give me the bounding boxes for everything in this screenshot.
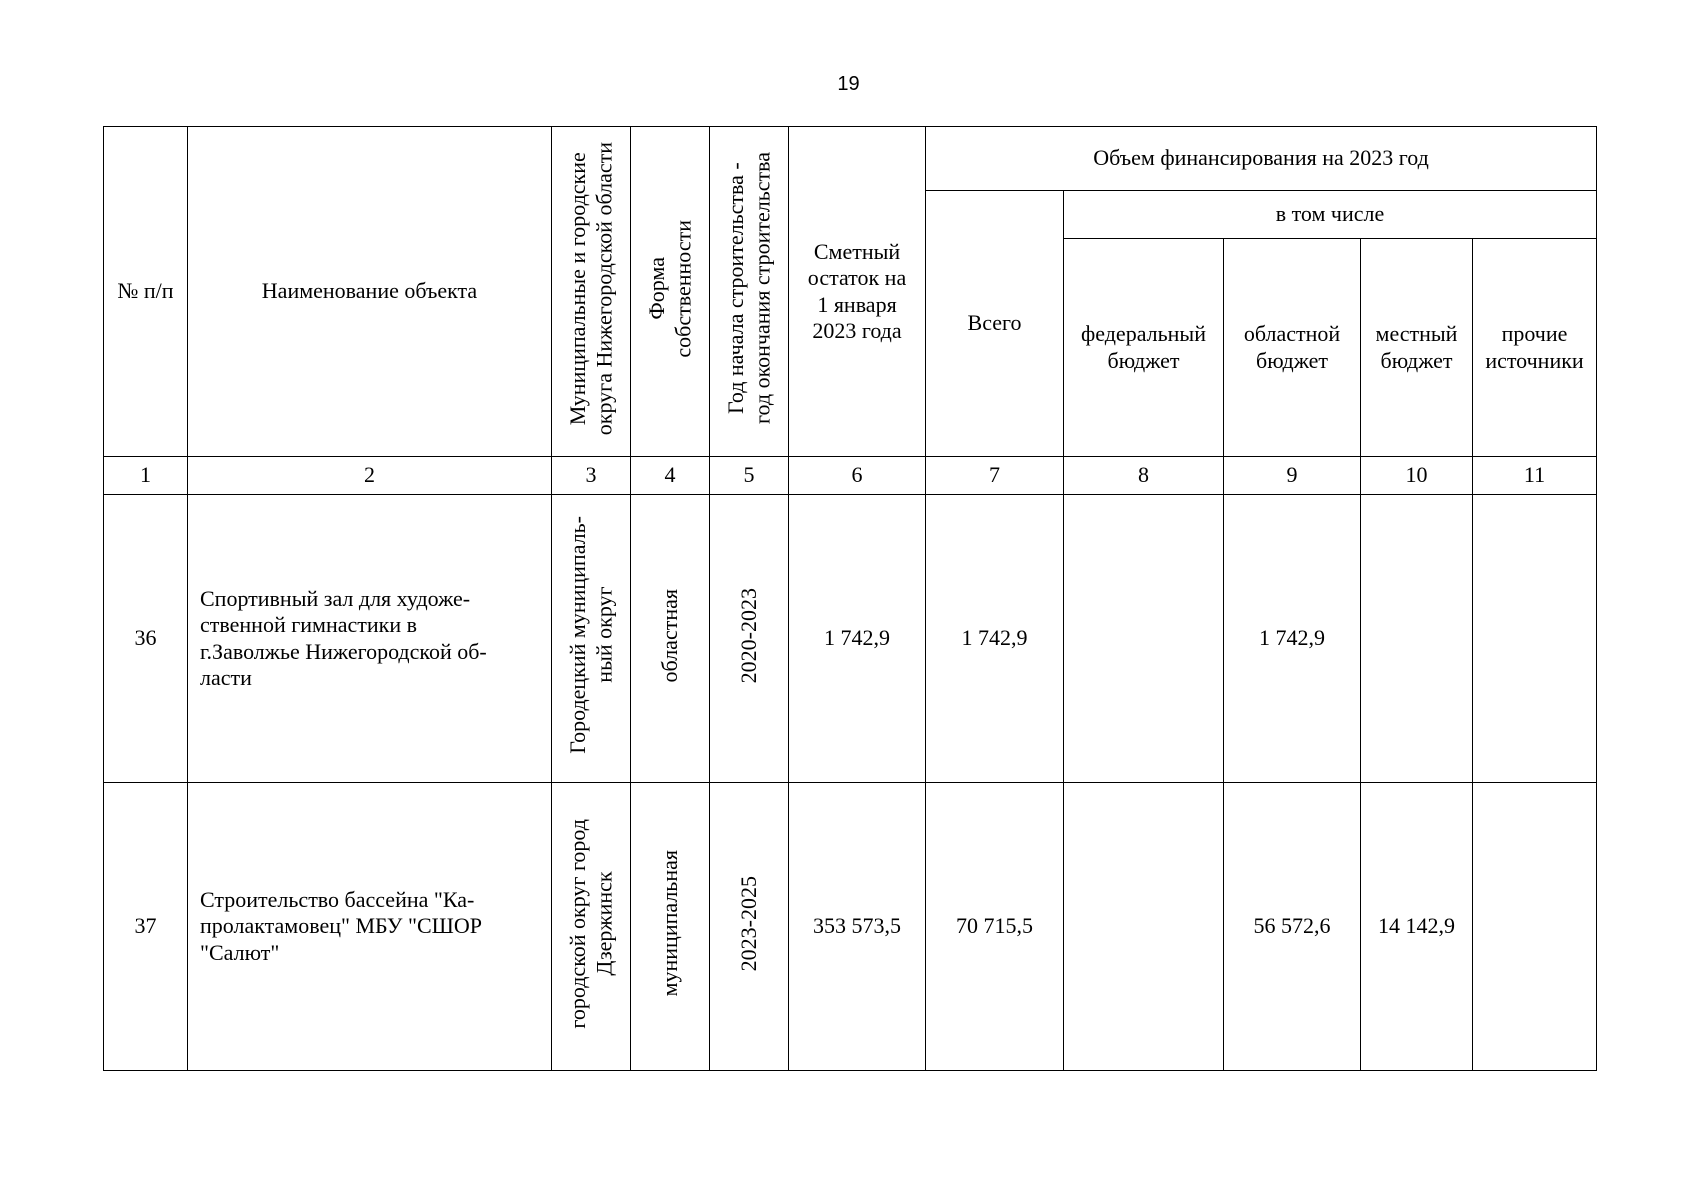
row-remainder: 353 573,5 bbox=[789, 783, 926, 1071]
header-name: Наименование объекта bbox=[188, 127, 552, 457]
column-number: 2 bbox=[188, 457, 552, 495]
row-ownership-text: муниципальная bbox=[656, 850, 682, 997]
header-ownership bbox=[631, 127, 710, 457]
header-federal: федеральный бюджет bbox=[1064, 239, 1224, 457]
row-name: Спортивный зал для художе- ственной гимнастики в г.Заволжье Нижегородской об- ласти bbox=[188, 495, 552, 783]
row-years bbox=[710, 783, 789, 1071]
column-number: 8 bbox=[1064, 457, 1224, 495]
column-number: 1 bbox=[104, 457, 188, 495]
row-federal bbox=[1064, 783, 1224, 1071]
row-no: 36 bbox=[104, 495, 188, 783]
row-ownership bbox=[631, 783, 710, 1071]
header-ownership-text: Форма собственности bbox=[643, 219, 695, 358]
table-row bbox=[104, 783, 1597, 1071]
row-total: 1 742,9 bbox=[926, 495, 1064, 783]
row-years-text: 2023-2025 bbox=[735, 875, 761, 971]
header-municipality bbox=[552, 127, 631, 457]
row-remainder: 1 742,9 bbox=[789, 495, 926, 783]
row-years bbox=[710, 495, 789, 783]
row-other bbox=[1473, 783, 1597, 1071]
table-row bbox=[104, 495, 1597, 783]
header-municipality-text: Муниципальные и городские округа Нижегородской области bbox=[564, 141, 616, 435]
column-number: 11 bbox=[1473, 457, 1597, 495]
row-municipality bbox=[552, 783, 631, 1071]
header-including: в том числе bbox=[1064, 191, 1597, 239]
column-number: 5 bbox=[710, 457, 789, 495]
row-name: Строительство бассейна "Ка- пролактамовец" МБУ "СШОР "Салют" bbox=[188, 783, 552, 1071]
financing-table bbox=[103, 126, 1597, 1071]
row-municipality-text: Городецкий муниципаль- ный округ bbox=[564, 516, 616, 755]
header-remainder: Сметный остаток на 1 января 2023 года bbox=[789, 127, 926, 457]
column-number: 7 bbox=[926, 457, 1064, 495]
row-municipality-text: городской округ город Дзержинск bbox=[564, 818, 616, 1029]
column-number: 3 bbox=[552, 457, 631, 495]
row-no: 37 bbox=[104, 783, 188, 1071]
header-other: прочие источники bbox=[1473, 239, 1597, 457]
row-federal bbox=[1064, 495, 1224, 783]
header-years bbox=[710, 127, 789, 457]
column-number: 6 bbox=[789, 457, 926, 495]
header-years-text: Год начала строительства - год окончания строительства bbox=[722, 152, 774, 425]
row-total: 70 715,5 bbox=[926, 783, 1064, 1071]
row-municipality bbox=[552, 495, 631, 783]
header-regional: областной бюджет bbox=[1224, 239, 1361, 457]
column-number-row bbox=[104, 457, 1597, 495]
row-local bbox=[1361, 495, 1473, 783]
column-number: 10 bbox=[1361, 457, 1473, 495]
header-total: Всего bbox=[926, 191, 1064, 457]
row-years-text: 2020-2023 bbox=[735, 587, 761, 683]
header-local: местный бюджет bbox=[1361, 239, 1473, 457]
row-regional: 1 742,9 bbox=[1224, 495, 1361, 783]
column-number: 9 bbox=[1224, 457, 1361, 495]
row-regional: 56 572,6 bbox=[1224, 783, 1361, 1071]
header-financing: Объем финансирования на 2023 год bbox=[926, 127, 1597, 191]
row-local: 14 142,9 bbox=[1361, 783, 1473, 1071]
column-number: 4 bbox=[631, 457, 710, 495]
row-ownership bbox=[631, 495, 710, 783]
row-other bbox=[1473, 495, 1597, 783]
row-ownership-text: областная bbox=[656, 588, 682, 683]
page-number: 19 bbox=[837, 73, 860, 95]
header-no: № п/п bbox=[104, 127, 188, 457]
